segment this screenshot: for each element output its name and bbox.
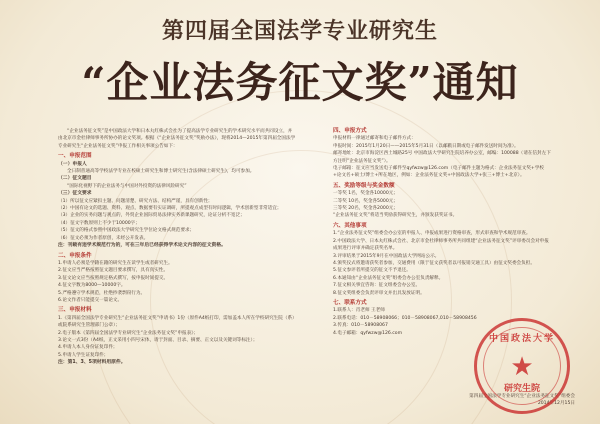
list-item: （4）征文字数原则上不少于10000字； bbox=[58, 220, 140, 226]
list-item: 1.“企业法务征文奖”组委会办公室的申报人、申报成果进行资格审查，形式审查和学术规范审查。 bbox=[333, 231, 531, 237]
notice-title: “企业法务征文奖”通知 bbox=[81, 58, 519, 107]
contact-item: 3.传真：010－58908067 bbox=[333, 323, 388, 329]
list-item: （2）中国有论文的选题、资料、观点、数据要有实证调研，所提观点成型有时间逻辑，学术创新型非常适宜； bbox=[58, 206, 282, 212]
issue-date: 2014年12月15日 bbox=[537, 401, 575, 406]
prize-item: 一等奖 1名，奖金各10000元； bbox=[333, 191, 398, 197]
subsection-heading: （一）申报人 bbox=[58, 161, 87, 167]
prize-item: 三等奖 20名，奖金各2000元； bbox=[333, 206, 398, 212]
paragraph: 申报材料一律通过邮寄和电子邮件方式： bbox=[333, 136, 416, 142]
notice-subtitle: 第四届全国法学专业研究生 bbox=[161, 18, 438, 44]
contact-item: 1.联系人：肖老师 王老师 bbox=[333, 308, 385, 314]
section-heading: 三、申报材料 bbox=[58, 307, 92, 314]
list-item: 6.论文作者只能提交一篇论文。 bbox=[58, 297, 123, 303]
right-column bbox=[333, 128, 551, 337]
section-heading: 四、申报方式 bbox=[333, 128, 367, 134]
section-heading: 六、其他事项 bbox=[333, 222, 367, 229]
list-item: 2.中国政法大学、日本丸红株式会社、北京市金杜律师事务所共同组建“企业法务征文奖”评审委员会对申报成果进行评审并确定获奖名单。 bbox=[333, 238, 549, 252]
list-item: 5.申请人学生证复印件； bbox=[58, 352, 109, 358]
list-item: 4.征文字数为8000—10000字。 bbox=[58, 283, 126, 289]
list-item: 8.征文奖组委会负责评审文并出具发放证明。 bbox=[333, 290, 425, 296]
seal-arc-text: 中国政法大学 bbox=[488, 334, 555, 344]
list-item: 5.征文参评者所提交的征文不予退还。 bbox=[333, 268, 411, 274]
list-item: （6）征文必须为作者原创，未经公开发表。 bbox=[58, 235, 149, 241]
section-heading: 七、联系方式 bbox=[333, 299, 367, 306]
star-icon: ★ bbox=[510, 352, 534, 382]
list-item: 邮寄地址：北京市海淀区西土城路25号 中国政法大学研究生院培养办公室，邮编：100088（请在信封左下方注明“企业法务征文奖”）。 bbox=[333, 151, 551, 164]
list-item: 5.严格遵守学术规范，杜绝抄袭剽窃行为。 bbox=[58, 290, 146, 296]
list-item: （5）征文的格式参照中国政法大学研究生学位论文格式规范要求； bbox=[58, 228, 195, 234]
list-item: 1.申请人必须是学籍在籍的研究生在读学生或者研究生。 bbox=[58, 260, 173, 266]
notice-note: 注：刊载有违学术规范行为的，可在三年后已经获得学术论文内容的征文资格。 bbox=[58, 243, 226, 249]
seal-bottom-text: 研究生院 bbox=[503, 384, 540, 394]
subsection-heading: （二）征文题目 bbox=[58, 176, 92, 182]
contact-item: 2.联系电话：010－58908066；010－58908067,010－58908456 bbox=[333, 315, 477, 321]
list-item: 3.征文论文应当按照规定格式撰写，按申报时间提交。 bbox=[58, 275, 169, 281]
contact-item: 4.电子邮箱：qyfwzw@126.com bbox=[333, 330, 403, 336]
list-item: 注：第1、3、5项材料用原件。 bbox=[58, 360, 126, 366]
section-heading: 五、奖励等级与奖金数额 bbox=[333, 182, 395, 189]
subsection-heading: （三）征文要求 bbox=[58, 191, 92, 197]
paragraph: “国际化视野下的企业法务与中国对外投资的法律风险研究” bbox=[67, 183, 187, 189]
organizer-name: 第四届全国法学专业研究生“企业法务征文奖”组委会 bbox=[469, 394, 575, 399]
intro-paragraph: “企业法务征文奖”是中国政法大学和日本丸红株式会社为了提高法学专业研究生的学术研究水平而共同设立，并由北京市金杜律师事务所协办的论文奖项。根据《“企业法务征文奖”奖励办法》，现将2014—2015年第四届全国法学专业研究生“企业法务征文奖”申报工作相关事项公告如下： bbox=[58, 129, 296, 149]
list-item: 1.《第四届全国法学专业研究生“企业法务征文奖”申请书》1份（原件A4纸打印，需加盖本人所在学校研究生院（系）或院系研究生管理部门公章）； bbox=[58, 315, 295, 329]
list-item: （3）企业的实务问题与观点的，外贸企业国际贸易法律实务新课题研究，论证分析不宽泛； bbox=[58, 213, 245, 219]
list-item: 7.征文相关事宜咨询：征文组委会办公室。 bbox=[333, 283, 421, 289]
section-heading: 二、申报条件 bbox=[58, 252, 92, 259]
list-item: 4.申请人本人身份证复印件； bbox=[58, 345, 118, 351]
list-item: 3.评审结果于2015年9月在中国政法大学网站公示。 bbox=[333, 253, 440, 259]
official-seal bbox=[474, 318, 570, 414]
prize-item: 二等奖 10名，奖金各5000元； bbox=[333, 198, 398, 204]
list-item: 6.本通知由“企业法务征文奖”组委会办公室负责解释。 bbox=[333, 275, 444, 281]
list-item: 2.征文应当严格按照征文题目要求撰写，具有真实性。 bbox=[58, 268, 169, 274]
list-item: 2.电子版本《第四届全国法学专业研究生“企业法务征文奖”申报表》； bbox=[58, 330, 199, 336]
left-column bbox=[58, 128, 296, 367]
paragraph: “企业法务征文奖”将适当奖励获得研究生，并颁发获奖证书。 bbox=[333, 213, 458, 219]
list-item: 电子邮箱：征文应当发送电子邮件至qyfwzw@126.com（电子邮件主题为格式：企业法务征文奖+学校+论文名+硕士/博士+所在地区，例如：企业法务征文奖+中国政法大学+张三+博士+北京）。 bbox=[333, 166, 544, 179]
list-item: 3.论文一式3份（A4纸，正文采用小四号宋体，请于封面、目录、摘要、正文以及关键词等标注）； bbox=[58, 337, 258, 343]
list-item: 申报时间：2015年1月20日——2015年5月31日（以邮戳日期或电子邮件发送时间为准）。 bbox=[333, 143, 519, 149]
list-item: （1）所以征文应紧扣主题、问题清楚、研究方法、结构严谨，具有创新性； bbox=[58, 198, 213, 204]
list-item: 4.颁奖仪式将邀请获奖者参加，交通费用（限于征文获奖者以可报销交通工具）由征文奖委会负担。 bbox=[333, 260, 535, 266]
paragraph: 全日制普通高等学校法学专业在校硕士研究生和博士研究生(含法律硕士研究生)，均可参加。 bbox=[67, 169, 255, 175]
section-heading: 一、申报范围 bbox=[58, 153, 92, 160]
